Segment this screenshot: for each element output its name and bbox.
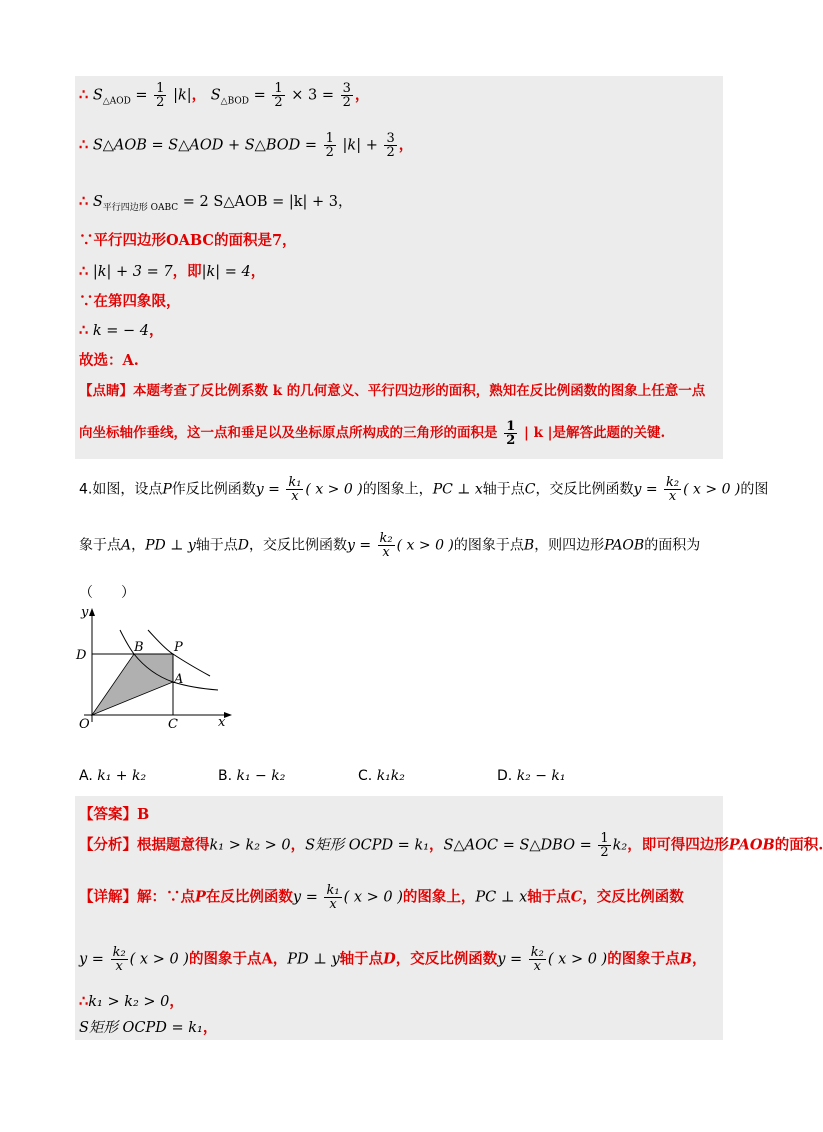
analysis-text: ，即可得四边形 (627, 836, 729, 854)
solution-line-7 (79, 319, 163, 340)
y-equals: y = (497, 951, 523, 968)
solution-line-4: ∵平行四边形OABC的面积是7， (79, 232, 297, 249)
fraction-k2-over-x (664, 476, 681, 503)
option-expr: k₂ − k₁ (516, 768, 566, 784)
solution-line-8: 故选：A. (79, 352, 139, 369)
rect-area: S矩形 OCPD = k₁ (79, 1020, 203, 1036)
option-letter: A. (79, 768, 93, 784)
denominator: 2 (274, 95, 283, 110)
comma: ， (191, 86, 207, 104)
equation: |k| + 3 = 7 (92, 264, 173, 280)
numerator: 1 (274, 81, 283, 96)
domain-condition: ( x > 0 ) (343, 889, 403, 906)
numerator: 1 (156, 81, 165, 96)
y-equals: y = (292, 889, 318, 906)
text: 轴于点 (527, 888, 571, 906)
solution-line-1 (79, 82, 369, 109)
s-symbol: S (92, 194, 103, 210)
comma: ， (290, 836, 306, 854)
text: ，交反比例函数 (535, 481, 634, 498)
comma: ， (250, 263, 266, 280)
text: 作反比例函数 (171, 481, 256, 498)
label-o: O (79, 717, 90, 732)
text: 在反比例函数 (205, 888, 293, 906)
label-x: x (218, 715, 226, 730)
remark-text: 向坐标轴作垂线，这一点和垂足以及坐标原点所构成的三角形的面积是 (79, 425, 498, 441)
text: ，交反比例函数 (395, 950, 498, 968)
numerator: 3 (386, 131, 395, 146)
option-letter: B. (218, 768, 233, 784)
label-y: y (81, 605, 89, 620)
option-b[interactable] (218, 768, 285, 784)
comma: ， (429, 836, 444, 854)
fraction-half (154, 82, 166, 109)
solution-line-6: ∵在第四象限， (79, 293, 181, 310)
point-d: D (237, 537, 249, 554)
fraction-three-halves (341, 82, 353, 109)
detail-line-4 (79, 1016, 217, 1037)
detail-line-3 (79, 990, 184, 1011)
perp-expr: PC ⊥ x (432, 481, 483, 498)
fraction-half (598, 832, 610, 859)
k2: k₂ (612, 837, 628, 854)
comma: ， (148, 322, 164, 339)
denominator: x (378, 545, 395, 559)
numerator: k₁ (288, 475, 302, 490)
equation: k = − 4 (92, 323, 149, 339)
fraction-k2-over-x (111, 946, 128, 973)
denominator: 2 (386, 145, 395, 160)
equals: = (135, 87, 148, 104)
comma: ， (169, 993, 184, 1010)
label-d: D (76, 648, 87, 663)
therefore-symbol: ∴ (79, 136, 89, 154)
text: 轴于点 (339, 950, 384, 968)
point-b: B (523, 537, 535, 554)
denominator: 2 (325, 145, 334, 160)
denominator: 2 (156, 95, 165, 110)
point-p: P (195, 888, 206, 906)
fraction-k1-over-x (286, 476, 303, 503)
denominator: x (286, 489, 303, 503)
text: 象于点 (79, 537, 121, 554)
solution-line-5 (79, 260, 265, 281)
numerator: k₂ (379, 531, 393, 546)
option-letter: D. (497, 768, 513, 784)
text: ，则四边形 (534, 537, 605, 554)
text: 的图 (740, 481, 769, 498)
perp-expr: PD ⊥ y (145, 537, 196, 554)
question-line-3: （ ） (79, 585, 135, 601)
abs-k-plus: |k| + (342, 137, 378, 154)
question-number-text: 4.如图，设点 (79, 481, 163, 498)
analysis-text: 的面积. (774, 836, 823, 854)
comma: ， (398, 136, 414, 154)
detail-line-2 (79, 946, 706, 973)
fraction-half (504, 420, 517, 447)
point-b: B (679, 950, 692, 968)
area-sum-expr: S△AOB = S△AOD + S△BOD = (92, 137, 318, 154)
numerator: 1 (506, 419, 516, 434)
numerator: k₁ (326, 883, 340, 898)
domain-condition: ( x > 0 ) (396, 537, 454, 554)
text: 的图象于点 (607, 950, 680, 968)
text: 的图象于点 (453, 537, 524, 554)
numerator: k₂ (666, 475, 680, 490)
detail-line-1 (79, 884, 684, 911)
remark-line-1: 【点睛】本题考查了反比例系数 k 的几何意义、平行四边形的面积，熟知在反比例函数的图象上任意一点 (79, 383, 706, 399)
quad-paob: PAOB (728, 836, 775, 854)
option-expr: k₁ − k₂ (236, 768, 286, 784)
label-b: B (134, 640, 144, 655)
comma: ， (691, 950, 707, 968)
point-d: D (383, 950, 396, 968)
denominator: x (324, 897, 341, 911)
text: 的图象于点A， (188, 950, 288, 968)
label-c: C (168, 717, 178, 732)
y-equals: y = (79, 951, 104, 968)
remark-text: | k |是解答此题的关键. (523, 425, 666, 441)
solution-line-2 (79, 132, 413, 159)
numerator: k₂ (530, 945, 544, 960)
domain-condition: ( x > 0 ) (683, 481, 741, 498)
text: ， (131, 537, 146, 554)
solution-line-3 (79, 190, 353, 213)
sub-parallelogram: 平行四边形 OABC (102, 202, 179, 213)
therefore-symbol: ∴ (79, 322, 89, 339)
y-equals: y = (255, 481, 280, 498)
numerator: 1 (325, 131, 334, 146)
y-axis-arrow (89, 608, 95, 616)
equation: |k| = 4 (201, 264, 251, 280)
numerator: 3 (342, 81, 351, 96)
quad-paob: PAOB (604, 537, 645, 554)
fraction-k2-over-x (529, 946, 546, 973)
point-p: P (162, 481, 172, 498)
text: 轴于点 (195, 537, 238, 554)
analysis-line (79, 832, 823, 859)
abs-k: |k| (173, 87, 192, 104)
domain-condition: ( x > 0 ) (547, 951, 608, 968)
connector: ，即 (172, 263, 202, 280)
analysis-heading: 【分析】根据题意得 (79, 836, 210, 854)
triangle-area: S△AOC = S△DBO = (443, 837, 592, 854)
inequality: k₁ > k₂ > 0 (88, 994, 170, 1010)
point-c: C (524, 481, 536, 498)
text: ，交反比例函数 (582, 888, 684, 906)
inequality: k₁ > k₂ > 0 (209, 837, 291, 854)
shaded-quadrilateral-paob (92, 654, 173, 715)
sub-aod: △AOD (102, 96, 131, 107)
text: 的图象上， (402, 888, 476, 906)
geometry-figure (70, 600, 240, 735)
denominator: 2 (506, 433, 516, 448)
option-c[interactable] (358, 768, 405, 784)
rect-area: S矩形 OCPD = k₁ (305, 837, 430, 854)
denominator: 2 (600, 845, 609, 860)
denominator: x (111, 959, 128, 973)
text: ，交反比例函数 (248, 537, 347, 554)
text: 的面积为 (644, 537, 701, 554)
y-equals: y = (633, 481, 658, 498)
fraction-k1-over-x (324, 884, 341, 911)
text: 的图象上， (362, 481, 433, 498)
fraction-three-halves (384, 132, 396, 159)
option-letter: C. (358, 768, 373, 784)
point-a: A (121, 537, 132, 554)
therefore-symbol: ∴ (79, 193, 89, 210)
label-a: A (174, 672, 184, 687)
y-equals: y = (346, 537, 372, 554)
perp-expr: PC ⊥ x (475, 889, 528, 906)
fraction-k2-over-x (378, 532, 395, 559)
times-three: × 3 = (291, 87, 334, 104)
therefore-symbol: ∴ (79, 263, 89, 280)
question-line-1 (79, 476, 768, 503)
domain-condition: ( x > 0 ) (129, 951, 189, 968)
remark-line-2 (79, 420, 665, 447)
denominator: x (529, 959, 546, 973)
therefore-symbol: ∴ (79, 86, 89, 104)
fraction-half (324, 132, 336, 159)
text: 轴于点 (482, 481, 525, 498)
equals: = (253, 87, 266, 104)
s-symbol: S (210, 87, 221, 104)
comma: ， (202, 1019, 218, 1036)
question-line-2 (79, 532, 700, 559)
point-c: C (570, 888, 583, 906)
denominator: x (664, 489, 681, 503)
sub-bod: △BOD (220, 96, 249, 107)
s-symbol: S (92, 87, 103, 104)
fraction-half (272, 82, 284, 109)
detail-heading: 【详解】解：∵点 (79, 888, 195, 906)
domain-condition: ( x > 0 ) (305, 481, 363, 498)
option-d[interactable] (497, 768, 566, 784)
option-expr: k₁k₂ (376, 768, 405, 784)
numerator: 1 (600, 831, 609, 846)
answer-label: 【答案】B (79, 806, 150, 823)
comma: ， (354, 86, 370, 104)
therefore-symbol: ∴ (79, 993, 89, 1010)
perp-expr: PD ⊥ y (287, 951, 340, 968)
denominator: 2 (342, 95, 351, 110)
option-expr: k₁ + k₂ (97, 768, 147, 784)
numerator: k₂ (112, 945, 126, 960)
label-p: P (174, 640, 183, 655)
parallelogram-area-expr: = 2 S△AOB = |k| + 3， (182, 194, 353, 210)
option-a[interactable] (79, 768, 146, 784)
